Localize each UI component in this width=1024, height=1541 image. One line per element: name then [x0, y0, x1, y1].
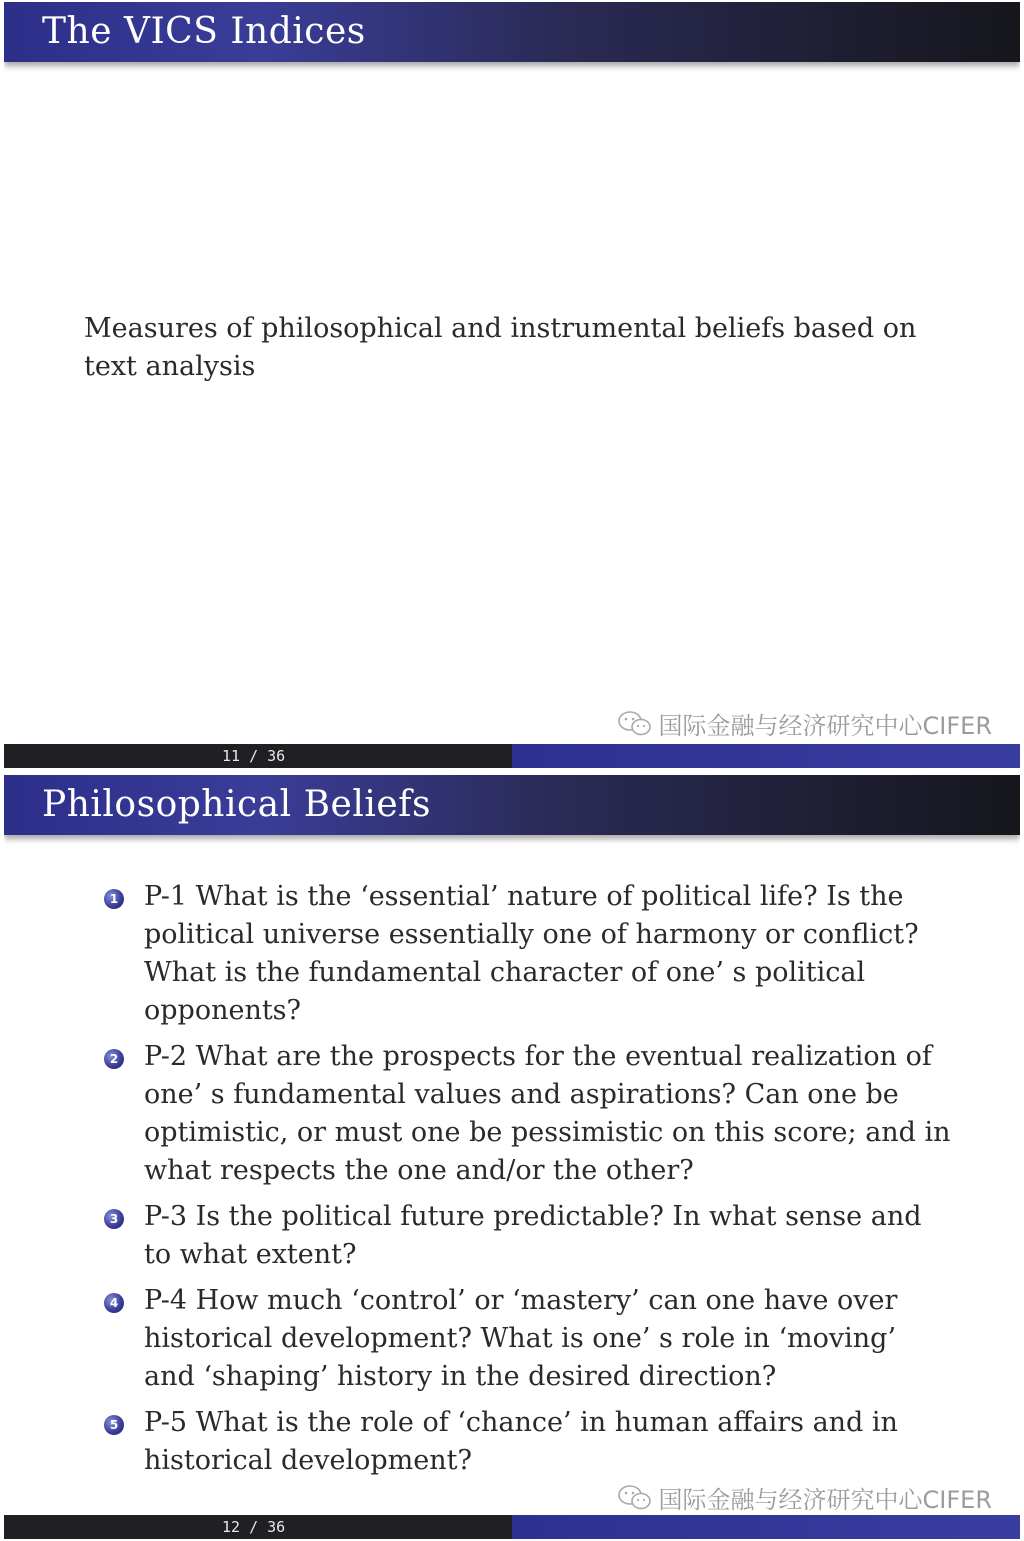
list-item-text: P-4 How much ‘control’ or ‘mastery’ can one have over historical development? What is one’ s role in ‘moving’ and ‘shaping’ history in the desired direction?: [144, 1285, 898, 1392]
numbered-bullet: 4: [104, 1293, 124, 1313]
list-item: [104, 1282, 954, 1396]
list-item-text: P-3 Is the political future predictable? In what sense and to what extent?: [144, 1201, 922, 1270]
beliefs-list: [104, 878, 954, 1488]
wechat-icon: [617, 710, 653, 738]
title-bar: [4, 775, 1020, 835]
list-item-text: P-5 What is the role of ‘chance’ in human affairs and in historical development?: [144, 1407, 898, 1476]
footer-bar: [4, 1515, 1020, 1539]
page-number: 11 / 36: [222, 747, 286, 765]
list-item: [104, 1404, 954, 1480]
list-item: [104, 1038, 954, 1190]
watermark: [617, 706, 992, 741]
watermark-text: 国际金融与经济研究中心CIFER: [658, 1486, 992, 1514]
slide-body-text: Measures of philosophical and instrumental beliefs based on text analysis: [84, 313, 917, 382]
watermark: [617, 1480, 992, 1515]
list-item-text: P-2 What are the prospects for the eventual realization of one’ s fundamental values and aspirations? Can one be optimistic, or must one be pessimistic on this score; and in what respects the one and/or the other?: [144, 1041, 951, 1186]
numbered-bullet: 1: [104, 889, 124, 909]
list-item: [104, 878, 954, 1030]
numbered-bullet: 2: [104, 1049, 124, 1069]
watermark-text: 国际金融与经济研究中心CIFER: [658, 712, 992, 740]
slide-11: [4, 2, 1020, 768]
footer-bar: [4, 744, 1020, 768]
slide-title: Philosophical Beliefs: [42, 784, 431, 825]
list-item: [104, 1198, 954, 1274]
slide-title: The VICS Indices: [42, 11, 366, 52]
list-item-text: P-1 What is the ‘essential’ nature of political life? Is the political universe essentially one of harmony or conflict? What is the fundamental character of one’ s political opponents?: [144, 881, 919, 1026]
title-bar: [4, 2, 1020, 62]
page-number: 12 / 36: [222, 1518, 286, 1536]
numbered-bullet: 5: [104, 1415, 124, 1435]
slide-12: [4, 775, 1020, 1539]
wechat-icon: [617, 1484, 653, 1512]
numbered-bullet: 3: [104, 1209, 124, 1229]
